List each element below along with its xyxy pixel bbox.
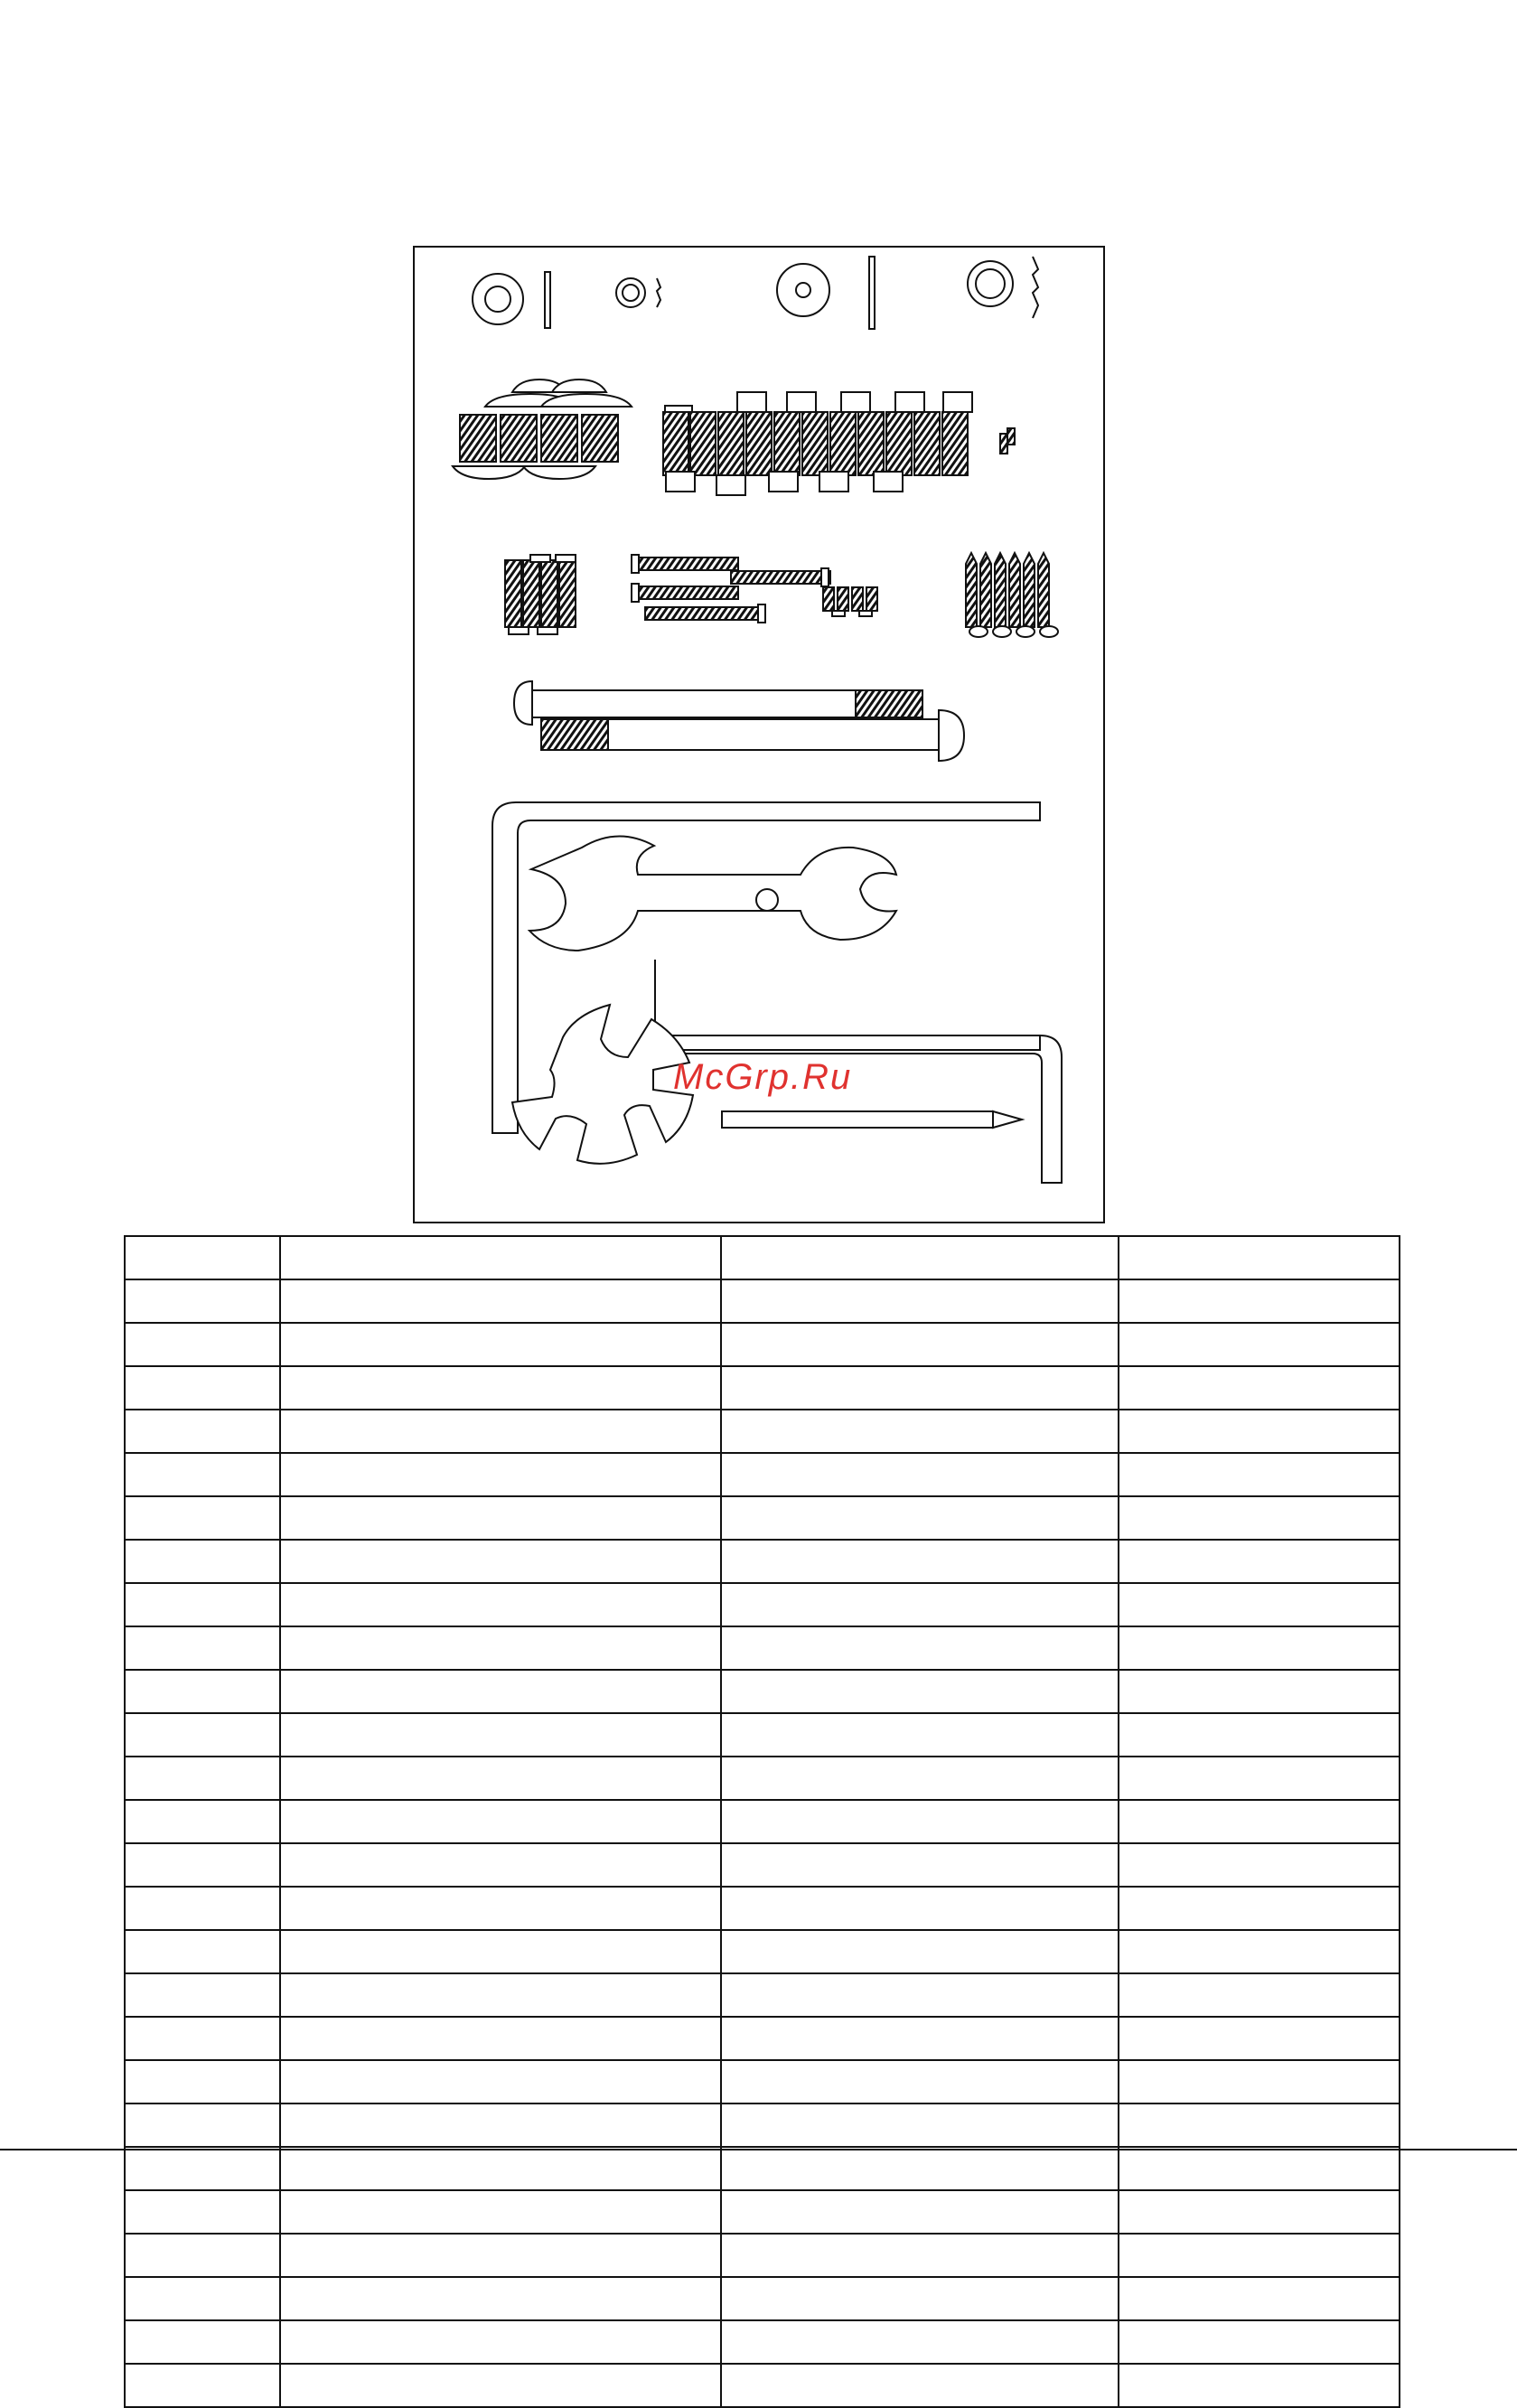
table-row [125,1496,1400,1540]
table-row [125,1236,1400,1279]
table-cell [1119,2060,1400,2103]
table-cell [1119,2190,1400,2234]
table-cell [125,2320,280,2364]
table-cell [280,1713,721,1757]
table-cell [1119,2364,1400,2407]
table-cell [1119,1583,1400,1626]
table-cell [125,1930,280,1973]
table-cell [125,2147,280,2190]
table-row [125,2364,1400,2407]
table-row [125,1410,1400,1453]
table-cell [721,2364,1119,2407]
table-row [125,1887,1400,1930]
table-row [125,1366,1400,1410]
table-cell [721,1453,1119,1496]
table-cell [721,1757,1119,1800]
table-row [125,2060,1400,2103]
table-cell [1119,1843,1400,1887]
table-cell [1119,1713,1400,1757]
table-cell [125,1800,280,1843]
table-cell [1119,1670,1400,1713]
table-row [125,1843,1400,1887]
table-cell [1119,2277,1400,2320]
table-cell [280,1670,721,1713]
flat-washer-icon [473,272,550,328]
table-row [125,1626,1400,1670]
table-row [125,1757,1400,1800]
table-cell [1119,2017,1400,2060]
table-cell [1119,1366,1400,1410]
table-cell [125,1453,280,1496]
table-cell [721,1973,1119,2017]
table-cell [125,1713,280,1757]
table-cell [721,1540,1119,1583]
table-cell [280,2060,721,2103]
table-cell [280,1887,721,1930]
table-cell [721,2277,1119,2320]
table-cell [280,1540,721,1583]
table-cell [125,2103,280,2147]
table-cell [280,2103,721,2147]
table-cell [280,2364,721,2407]
table-cell [721,1713,1119,1757]
table-row [125,2017,1400,2060]
table-cell [1119,2234,1400,2277]
table-cell [721,1410,1119,1453]
table-cell [721,1496,1119,1540]
table-cell [280,1410,721,1453]
table-row [125,1453,1400,1496]
table-cell [1119,1410,1400,1453]
table-cell [721,1887,1119,1930]
table-cell [280,1366,721,1410]
watermark-text: McGrp.Ru [673,1057,853,1097]
phillips-screw-set-icon [966,553,1058,637]
table-cell [1119,1540,1400,1583]
table-row [125,1800,1400,1843]
tiny-screw-set-icon [823,587,877,616]
table-cell [280,2190,721,2234]
table-cell [125,2017,280,2060]
table-cell [280,1236,721,1279]
table-row [125,1540,1400,1583]
table-row [125,2190,1400,2234]
table-cell [1119,1279,1400,1323]
table-cell [280,2320,721,2364]
table-row [125,1323,1400,1366]
table-cell [1119,1323,1400,1366]
table-cell [125,2277,280,2320]
table-cell [125,1236,280,1279]
table-cell [721,2017,1119,2060]
table-cell [280,2277,721,2320]
open-end-wrench-icon [529,836,896,951]
table-cell [280,1757,721,1800]
table-cell [125,1366,280,1410]
table-cell [125,1757,280,1800]
table-cell [125,1323,280,1366]
table-cell [721,2190,1119,2234]
table-cell [721,1323,1119,1366]
table-cell [721,2234,1119,2277]
table-cell [1119,1757,1400,1800]
long-axle-bolt-pair-icon [514,681,964,761]
table-row [125,1583,1400,1626]
table-cell [1119,1973,1400,2017]
table-cell [125,1279,280,1323]
table-cell [1119,1930,1400,1973]
table-cell [125,1626,280,1670]
table-cell [280,1453,721,1496]
table-row [125,1713,1400,1757]
button-head-bolt-set-icon [453,379,632,479]
table-cell [280,2234,721,2277]
table-cell [125,1670,280,1713]
table-cell [280,1973,721,2017]
table-row [125,1973,1400,2017]
large-spring-washer-icon [968,257,1038,318]
table-cell [280,1626,721,1670]
short-bolt-set-icon [505,555,576,634]
table-row [125,2147,1400,2190]
table-row [125,1930,1400,1973]
table-cell [721,1800,1119,1843]
table-cell [1119,1496,1400,1540]
table-cell [280,1800,721,1843]
table-cell [721,1930,1119,1973]
table-cell [125,2060,280,2103]
table-cell [280,1930,721,1973]
table-row [125,2234,1400,2277]
table-cell [1119,2147,1400,2190]
hex-bolt-set-icon [663,392,972,495]
table-cell [721,1236,1119,1279]
large-flat-washer-icon [777,257,875,329]
table-cell [721,1366,1119,1410]
table-cell [721,1843,1119,1887]
table-cell [125,2190,280,2234]
table-cell [280,1583,721,1626]
long-bolt-set-icon [632,555,830,623]
table-cell [1119,2103,1400,2147]
table-cell [1119,1626,1400,1670]
table-cell [721,1583,1119,1626]
table-row [125,1670,1400,1713]
table-cell [721,1279,1119,1323]
table-cell [125,1496,280,1540]
table-cell [125,1887,280,1930]
table-cell [1119,1800,1400,1843]
table-cell [125,2234,280,2277]
table-cell [721,2103,1119,2147]
table-cell [125,1973,280,2017]
table-cell [1119,1887,1400,1930]
table-cell [125,1410,280,1453]
spring-washer-icon [616,278,660,307]
table-cell [721,2060,1119,2103]
table-row [125,1279,1400,1323]
parts-list-table [124,1235,1400,2408]
table-cell [280,1496,721,1540]
table-cell [125,1540,280,1583]
table-cell [280,2147,721,2190]
table-cell [1119,2320,1400,2364]
table-cell [1119,1236,1400,1279]
table-cell [125,1843,280,1887]
small-screw-icon [1000,428,1015,454]
table-cell [280,1323,721,1366]
table-cell [721,2320,1119,2364]
table-cell [280,2017,721,2060]
table-cell [125,2364,280,2407]
table-cell [721,2147,1119,2190]
table-cell [280,1279,721,1323]
table-row [125,2320,1400,2364]
table-row [125,2103,1400,2147]
parts-list-body [125,1236,1400,2407]
page-bottom-rule [0,2149,1517,2150]
table-cell [280,1843,721,1887]
table-cell [125,1583,280,1626]
table-cell [721,1670,1119,1713]
table-cell [1119,1453,1400,1496]
table-row [125,2277,1400,2320]
table-cell [721,1626,1119,1670]
